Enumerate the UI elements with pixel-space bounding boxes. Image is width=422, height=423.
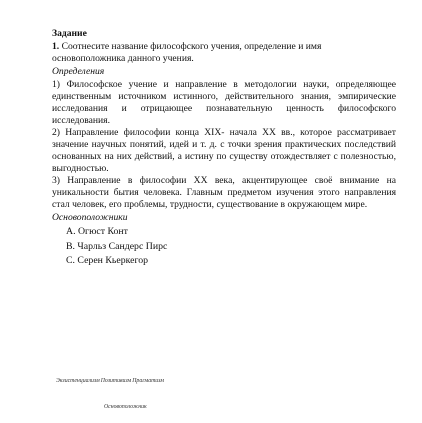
definition-2: 2) Направление философии конца XIX- начала XX вв., которое рассматривает значение научных понятий, идей и т. д. с точки зрения практических последствий основанных на них действий, а истину по существу отождествляет с полезностью, выгодностью. [52, 127, 396, 174]
founders-list [66, 226, 396, 268]
task-statement [52, 41, 396, 65]
definition-1: 1) Философское учение и направление в методологии науки, определяющее единственным источником истинного, действительного знания, эмпирические исследования и отрицающее познавательную ценность философского исследования. [52, 79, 396, 126]
task-number: 1. [52, 41, 60, 52]
founder-item-c: С. Серен Кьеркегор [66, 255, 149, 266]
founders-label: Основоположники [52, 212, 128, 223]
founder-item-b: В. Чарльз Сандерс Пирс [66, 240, 168, 252]
task-text: Соотнесите название философского учения, определение и имя основоположника данного учения. [52, 41, 322, 64]
teaching-label-pragmatism: Прагматизм [132, 378, 164, 384]
definitions-label: Определения [52, 66, 105, 77]
teaching-label-positivism: Позитивизм [100, 378, 132, 384]
task-heading: Задание [52, 28, 87, 39]
founder-footer-label: Основоположник [104, 404, 147, 410]
task-content [52, 28, 396, 270]
founder-item-a: А. Огюст Конт [66, 226, 128, 237]
definition-3: 3) Направление в философии XX века, акцентирующее своё внимание на уникальности бытия человека. Главным предметом изучения этого направления стал человек, его проблемы, трудности, существование в окружающем мире. [52, 175, 396, 210]
teachings-labels [56, 378, 165, 384]
teaching-label-existentialism: Экзистенциализм [56, 378, 100, 384]
